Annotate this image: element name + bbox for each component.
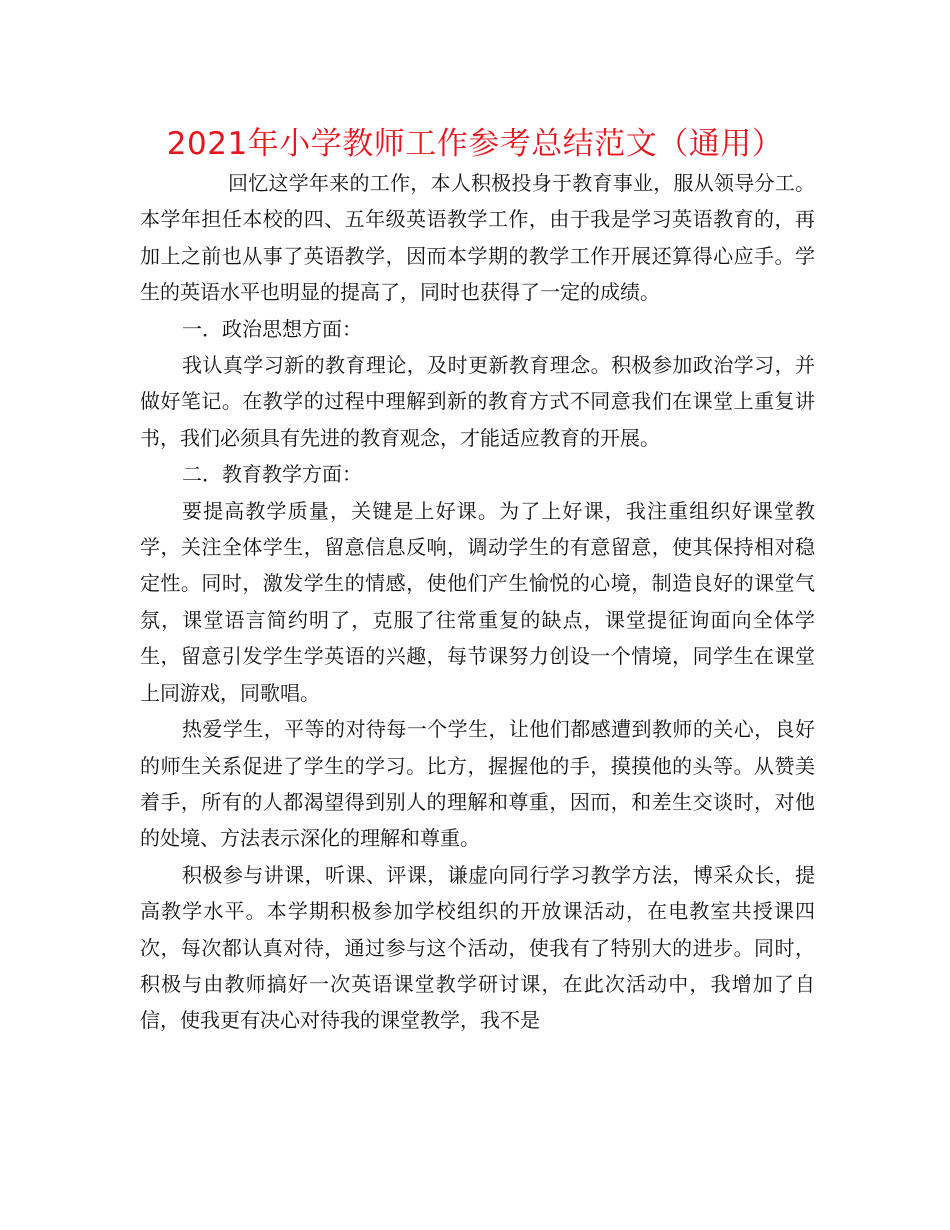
section-heading-politics: 一．政治思想方面： [182, 316, 362, 341]
paragraph-lecture-participation: 积极参与讲课，听课、评课，谦虚向同行学习教学方法，博采众长，提高教学水平。本学期积极参加学校组织的开放课活动，在电教室共授课四次，每次都认真对待，通过参与这个活动，使我有了特别大的进步。同时，积极与由教师搞好一次英语课堂教学研讨课，在此次活动中，我增加了自信，使我更有决心对待我的课堂教学，我不是 [140, 862, 815, 1033]
document-title: 2021年小学教师工作参考总结范文（通用） [166, 126, 784, 162]
paragraph-teaching-quality: 要提高教学质量，关键是上好课。为了上好课，我注重组织好课堂教学，关注全体学生，留意信息反响，调动学生的有意留意，使其保持相对稳定性。同时，激发学生的情感，使他们产生愉悦的心境，制造良好的课堂气氛，课堂语言简约明了，克服了往常重复的缺点，课堂提征询面向全体学生，留意引发学生学英语的兴趣，每节课努力创设一个情境，同学生在课堂上同游戏，同歌唱。 [140, 498, 815, 705]
paragraph-intro: 回忆这学年来的工作，本人积极投身于教育事业，服从领导分工。本学年担任本校的四、五年级英语教学工作，由于我是学习英语教育的，再加上之前也从事了英语教学，因而本学期的教学工作开展还算得心应手。学生的英语水平也明显的提高了，同时也获得了一定的成绩。 [140, 171, 815, 305]
section-heading-teaching: 二．教育教学方面： [182, 462, 362, 487]
document-body [140, 165, 815, 1039]
paragraph-politics: 我认真学习新的教育理论，及时更新教育理念。积极参加政治学习，并做好笔记。在教学的过程中理解到新的教育方式不同意我们在课堂上重复讲书，我们必须具有先进的教育观念，才能适应教育的开展。 [140, 353, 815, 450]
paragraph-caring-students: 热爱学生，平等的对待每一个学生，让他们都感遭到教师的关心，良好的师生关系促进了学生的学习。比方，握握他的手，摸摸他的头等。从赞美着手，所有的人都渴望得到别人的理解和尊重，因而，和差生交谈时，对他的处境、方法表示深化的理解和尊重。 [140, 717, 815, 851]
